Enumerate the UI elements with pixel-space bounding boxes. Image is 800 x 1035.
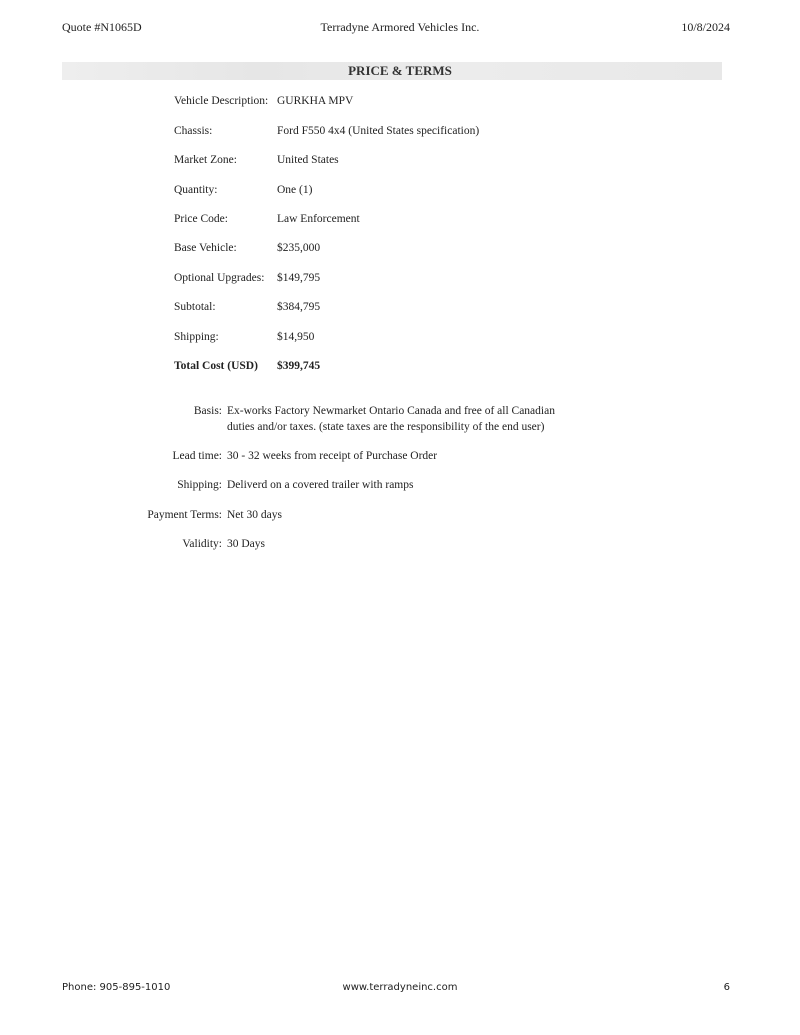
spec-label: Quantity: <box>174 184 218 196</box>
spec-value: $384,795 <box>277 301 321 313</box>
page-number: 6 <box>723 982 730 993</box>
spec-value: $149,795 <box>277 272 321 284</box>
footer-website: www.terradyneinc.com <box>342 982 458 993</box>
terms-label: Payment Terms: <box>147 509 222 521</box>
section-title: PRICE & TERMS <box>348 63 452 78</box>
terms-value: Ex-works Factory Newmarket Ontario Canada and free of all Canadian <box>227 405 555 417</box>
spec-label: Subtotal: <box>174 301 216 313</box>
spec-value: $399,745 <box>277 360 321 372</box>
quote-number: Quote #N1065D <box>62 20 142 34</box>
spec-label: Base Vehicle: <box>174 242 237 254</box>
terms-value: 30 Days <box>227 538 266 550</box>
spec-label: Market Zone: <box>174 154 237 166</box>
terms-label: Validity: <box>182 538 222 550</box>
spec-label: Price Code: <box>174 213 228 225</box>
spec-value: Ford F550 4x4 (United States specification) <box>277 125 480 137</box>
spec-label: Total Cost (USD) <box>174 360 258 372</box>
terms-value: Deliverd on a covered trailer with ramps <box>227 479 414 491</box>
terms-label: Lead time: <box>172 450 222 462</box>
terms-value: 30 - 32 weeks from receipt of Purchase Order <box>227 450 438 462</box>
footer-phone: Phone: 905-895-1010 <box>62 982 171 993</box>
terms-value: Net 30 days <box>227 509 282 521</box>
terms-value-continued: duties and/or taxes. (state taxes are the responsibility of the end user) <box>227 421 545 433</box>
spec-label: Shipping: <box>174 331 219 343</box>
terms-label: Basis: <box>193 405 222 417</box>
company-name: Terradyne Armored Vehicles Inc. <box>320 20 480 34</box>
spec-value: United States <box>277 154 339 166</box>
spec-value: GURKHA MPV <box>277 95 354 107</box>
spec-value: $14,950 <box>277 331 315 343</box>
spec-value: Law Enforcement <box>277 213 360 225</box>
spec-label: Optional Upgrades: <box>174 272 265 284</box>
spec-label: Chassis: <box>174 125 213 137</box>
terms-label: Shipping: <box>177 479 222 491</box>
spec-label: Vehicle Description: <box>174 95 269 107</box>
spec-value: $235,000 <box>277 242 321 254</box>
spec-value: One (1) <box>277 184 313 196</box>
quote-date: 10/8/2024 <box>681 20 730 34</box>
